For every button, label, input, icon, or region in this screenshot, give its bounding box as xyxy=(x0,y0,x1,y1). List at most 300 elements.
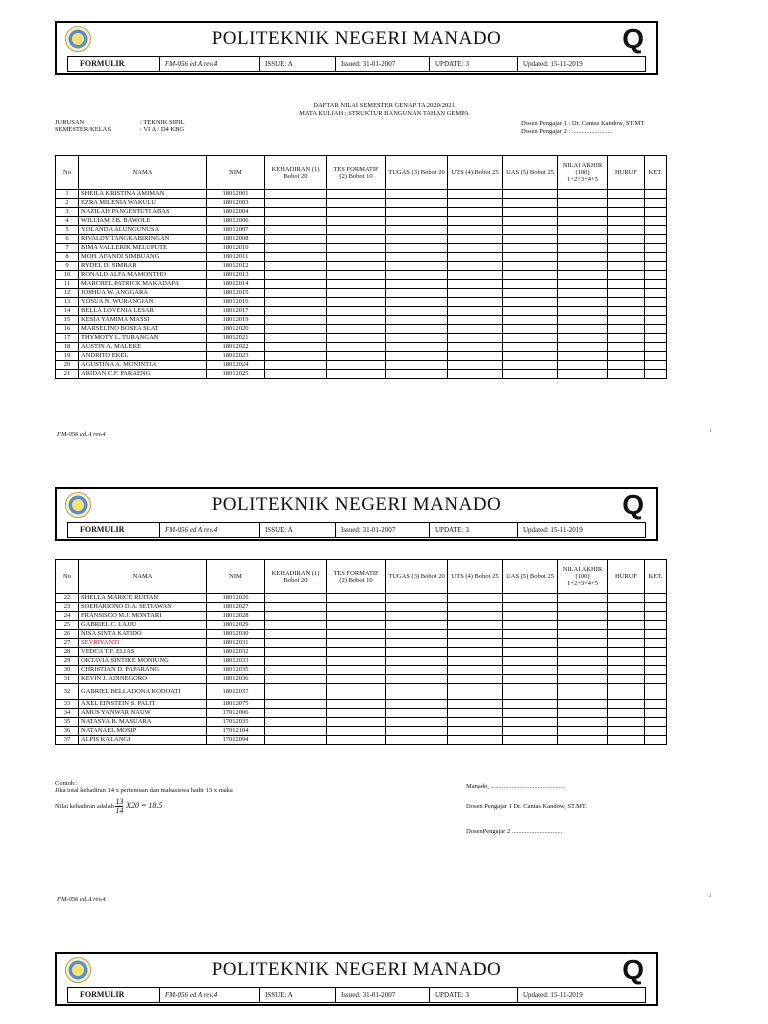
cell-huruf xyxy=(608,190,645,199)
cell-tes-formatif xyxy=(327,280,386,289)
form-info-row xyxy=(67,987,646,1003)
cell-uas xyxy=(503,208,558,217)
cell-nama: ALPIS KALANGI xyxy=(79,736,207,745)
cell-huruf xyxy=(608,370,645,379)
cell-tugas xyxy=(386,271,448,280)
cell-no: 4 xyxy=(56,217,79,226)
cell-uas xyxy=(503,235,558,244)
dosen2-label: Dosen Pengajar 2 : ......................... xyxy=(521,128,613,135)
page1-header xyxy=(55,21,658,75)
cell-nilai-akhir xyxy=(558,325,608,334)
quality-q-icon: Q xyxy=(622,489,644,520)
cell-uts xyxy=(448,727,503,736)
col-uas: UAS (5) Bobot 25 xyxy=(503,156,558,190)
col-uts: UTS (4) Bobot 25 xyxy=(448,156,503,190)
table-row xyxy=(56,343,667,352)
table-row xyxy=(56,280,667,289)
formulir-label: FORMULIR xyxy=(68,523,160,537)
cell-uts xyxy=(448,736,503,745)
cell-nim: 18012003 xyxy=(207,199,265,208)
formula-label: Nilai kehadiran adalah xyxy=(55,802,114,810)
cell-nilai-akhir xyxy=(558,262,608,271)
cell-uas xyxy=(503,718,558,727)
col-tugas: TUGAS (3) Bobot 20 xyxy=(386,560,448,594)
cell-kehadiran xyxy=(265,718,327,727)
cell-tugas xyxy=(386,217,448,226)
cell-uas xyxy=(503,630,558,639)
cell-huruf xyxy=(608,217,645,226)
cell-uts xyxy=(448,235,503,244)
col-ket: KET. xyxy=(645,560,667,594)
cell-ket xyxy=(645,630,667,639)
cell-no: 21 xyxy=(56,370,79,379)
cell-ket xyxy=(645,612,667,621)
cell-huruf xyxy=(608,262,645,271)
col-tugas: TUGAS (3) Bobot 20 xyxy=(386,156,448,190)
cell-tes-formatif xyxy=(327,217,386,226)
cell-nim: 18012026 xyxy=(207,594,265,603)
cell-nilai-akhir xyxy=(558,289,608,298)
col-nilai-akhir: NILAI AKHIR (100) 1+2+3+4+5 xyxy=(558,156,608,190)
cell-no: 28 xyxy=(56,648,79,657)
cell-nilai-akhir xyxy=(558,271,608,280)
cell-tes-formatif xyxy=(327,370,386,379)
cell-tes-formatif xyxy=(327,648,386,657)
cell-nilai-akhir xyxy=(558,621,608,630)
cell-huruf xyxy=(608,253,645,262)
cell-huruf xyxy=(608,727,645,736)
cell-ket xyxy=(645,718,667,727)
cell-no: 34 xyxy=(56,709,79,718)
cell-nama: SOEHARIONO D.A. SETIAWAN xyxy=(79,603,207,612)
cell-ket xyxy=(645,603,667,612)
issue-label: ISSUE: A xyxy=(260,988,336,1002)
cell-nama: THYMOTY L. TURANGAN xyxy=(79,334,207,343)
form-code: FM-056 ed A rev.4 xyxy=(160,988,260,1002)
cell-nim: 18012021 xyxy=(207,334,265,343)
cell-uts xyxy=(448,334,503,343)
cell-ket xyxy=(645,621,667,630)
cell-huruf xyxy=(608,289,645,298)
cell-nim: 18012015 xyxy=(207,289,265,298)
cell-kehadiran xyxy=(265,316,327,325)
quality-q-icon: Q xyxy=(622,954,644,985)
cell-no: 35 xyxy=(56,718,79,727)
cell-ket xyxy=(645,684,667,700)
cell-nim: 18012027 xyxy=(207,603,265,612)
cell-nim: 18012075 xyxy=(207,700,265,709)
cell-kehadiran xyxy=(265,352,327,361)
cell-tes-formatif xyxy=(327,352,386,361)
cell-kehadiran xyxy=(265,208,327,217)
cell-nim: 17012006 xyxy=(207,709,265,718)
cell-kehadiran xyxy=(265,307,327,316)
cell-nama: BELLA LOVENIA LESAR xyxy=(79,307,207,316)
dosen1-label: Dosen Pengajar 1 : Dr. Cantas Kandow, ST.MT xyxy=(521,120,645,127)
formula-fraction xyxy=(115,798,123,815)
page2-header xyxy=(55,487,658,541)
cell-nilai-akhir xyxy=(558,700,608,709)
table-row xyxy=(56,612,667,621)
cell-ket xyxy=(645,199,667,208)
cell-nama: RIVALDY TANGKABIRINGAN xyxy=(79,235,207,244)
table-row xyxy=(56,289,667,298)
cell-tes-formatif xyxy=(327,316,386,325)
cell-ket xyxy=(645,316,667,325)
cell-uts xyxy=(448,217,503,226)
cell-nilai-akhir xyxy=(558,343,608,352)
cell-kehadiran xyxy=(265,727,327,736)
cell-no: 36 xyxy=(56,727,79,736)
cell-tugas xyxy=(386,621,448,630)
cell-nama: GABRIEL BELLADONA KODOATI xyxy=(79,684,207,700)
table-row xyxy=(56,226,667,235)
cell-no: 27 xyxy=(56,639,79,648)
cell-no: 10 xyxy=(56,271,79,280)
cell-uas xyxy=(503,709,558,718)
cell-kehadiran xyxy=(265,244,327,253)
cell-tugas xyxy=(386,298,448,307)
cell-kehadiran xyxy=(265,226,327,235)
cell-tes-formatif xyxy=(327,325,386,334)
table-row xyxy=(56,271,667,280)
table-row xyxy=(56,244,667,253)
cell-no: 18 xyxy=(56,343,79,352)
cell-nim: 18012024 xyxy=(207,361,265,370)
cell-uts xyxy=(448,325,503,334)
cell-no: 33 xyxy=(56,700,79,709)
page-number: 1 xyxy=(709,429,712,434)
cell-uas xyxy=(503,675,558,684)
cell-tugas xyxy=(386,666,448,675)
cell-kehadiran xyxy=(265,280,327,289)
col-tes-formatif: TES FORMATIF (2) Bobot 10 xyxy=(327,156,386,190)
table-body-page1 xyxy=(56,190,667,379)
cell-ket xyxy=(645,639,667,648)
table-row xyxy=(56,352,667,361)
cell-tes-formatif xyxy=(327,639,386,648)
cell-nilai-akhir xyxy=(558,226,608,235)
cell-nim: 18012025 xyxy=(207,370,265,379)
institution-title: POLITEKNIK NEGERI MANADO xyxy=(211,494,502,515)
table-row xyxy=(56,325,667,334)
cell-kehadiran xyxy=(265,612,327,621)
cell-tes-formatif xyxy=(327,657,386,666)
cell-nim: 18012013 xyxy=(207,271,265,280)
cell-huruf xyxy=(608,226,645,235)
cell-kehadiran xyxy=(265,630,327,639)
cell-kehadiran xyxy=(265,334,327,343)
form-info-row xyxy=(67,522,646,538)
cell-uts xyxy=(448,316,503,325)
cell-uas xyxy=(503,226,558,235)
table-header-row xyxy=(56,156,667,190)
cell-nama: YOLANDA ALUNGUNUSA xyxy=(79,226,207,235)
table-row xyxy=(56,603,667,612)
cell-uas xyxy=(503,262,558,271)
cell-tugas xyxy=(386,736,448,745)
cell-no: 25 xyxy=(56,621,79,630)
cell-kehadiran xyxy=(265,253,327,262)
cell-nama: NAZILAH PANGESTUTI ABAS xyxy=(79,208,207,217)
table-row xyxy=(56,718,667,727)
cell-huruf xyxy=(608,199,645,208)
cell-tes-formatif xyxy=(327,208,386,217)
cell-ket xyxy=(645,226,667,235)
cell-tugas xyxy=(386,289,448,298)
cell-no: 23 xyxy=(56,603,79,612)
cell-no: 12 xyxy=(56,289,79,298)
cell-kehadiran xyxy=(265,235,327,244)
cell-ket xyxy=(645,370,667,379)
cell-tugas xyxy=(386,603,448,612)
cell-no: 15 xyxy=(56,316,79,325)
cell-ket xyxy=(645,244,667,253)
col-no: No xyxy=(56,156,79,190)
cell-tes-formatif xyxy=(327,675,386,684)
jurusan-value: : TEKNIK SIPIL xyxy=(140,119,185,126)
cell-nilai-akhir xyxy=(558,630,608,639)
footer-form-code: FM-056 ed.A rev.4 xyxy=(57,431,106,438)
cell-uts xyxy=(448,648,503,657)
cell-nama: AUSTIN A. MALEKE xyxy=(79,343,207,352)
cell-nama: NATANAEL MOSIP xyxy=(79,727,207,736)
cell-tugas xyxy=(386,612,448,621)
cell-huruf xyxy=(608,709,645,718)
cell-uts xyxy=(448,594,503,603)
cell-no: 11 xyxy=(56,280,79,289)
institution-title: POLITEKNIK NEGERI MANADO xyxy=(211,28,502,49)
table-row xyxy=(56,639,667,648)
cell-tes-formatif xyxy=(327,307,386,316)
table-row xyxy=(56,736,667,745)
cell-ket xyxy=(645,343,667,352)
cell-uts xyxy=(448,639,503,648)
cell-uts xyxy=(448,226,503,235)
cell-kehadiran xyxy=(265,736,327,745)
cell-nama: GABRIEL C. LAJJU xyxy=(79,621,207,630)
cell-nilai-akhir xyxy=(558,199,608,208)
cell-nama: AGUSTINA A. MONINTJA xyxy=(79,361,207,370)
cell-no: 6 xyxy=(56,235,79,244)
issued-date: Issued: 31-01-2007 xyxy=(336,523,430,537)
col-uas: UAS (5) Bobot 25 xyxy=(503,560,558,594)
cell-tes-formatif xyxy=(327,289,386,298)
col-tes-formatif: TES FORMATIF (2) Bobot 10 xyxy=(327,560,386,594)
issued-date: Issued: 31-01-2007 xyxy=(336,988,430,1002)
table-row xyxy=(56,370,667,379)
cell-ket xyxy=(645,727,667,736)
cell-kehadiran xyxy=(265,217,327,226)
col-huruf: HURUF xyxy=(608,156,645,190)
update-label: UPDATE: 3 xyxy=(430,523,518,537)
cell-kehadiran xyxy=(265,675,327,684)
formula-line xyxy=(55,798,162,815)
cell-tes-formatif xyxy=(327,700,386,709)
cell-nim: 18012016 xyxy=(207,298,265,307)
table-row xyxy=(56,253,667,262)
cell-no: 31 xyxy=(56,675,79,684)
cell-no: 26 xyxy=(56,630,79,639)
cell-nama: WILLIAM J.B. BAWOLE xyxy=(79,217,207,226)
cell-nilai-akhir xyxy=(558,639,608,648)
cell-uts xyxy=(448,244,503,253)
cell-ket xyxy=(645,648,667,657)
col-nim: NIM xyxy=(207,156,265,190)
cell-kehadiran xyxy=(265,684,327,700)
cell-uts xyxy=(448,199,503,208)
cell-nama: MARCHEL PATRICK MAKADAPA xyxy=(79,280,207,289)
cell-nilai-akhir xyxy=(558,307,608,316)
cell-huruf xyxy=(608,325,645,334)
col-no: No xyxy=(56,560,79,594)
cell-no: 32 xyxy=(56,684,79,700)
cell-nim: 18012022 xyxy=(207,343,265,352)
cell-tes-formatif xyxy=(327,253,386,262)
col-nama: NAMA xyxy=(79,156,207,190)
cell-uas xyxy=(503,612,558,621)
cell-tugas xyxy=(386,190,448,199)
cell-uts xyxy=(448,352,503,361)
cell-tugas xyxy=(386,370,448,379)
table-row xyxy=(56,666,667,675)
cell-tugas xyxy=(386,262,448,271)
institution-title: POLITEKNIK NEGERI MANADO xyxy=(211,959,502,980)
cell-tugas xyxy=(386,280,448,289)
cell-kehadiran xyxy=(265,639,327,648)
cell-no: 9 xyxy=(56,262,79,271)
cell-kehadiran xyxy=(265,343,327,352)
cell-tugas xyxy=(386,244,448,253)
cell-nilai-akhir xyxy=(558,675,608,684)
cell-uas xyxy=(503,298,558,307)
col-nim: NIM xyxy=(207,560,265,594)
cell-uas xyxy=(503,666,558,675)
cell-ket xyxy=(645,657,667,666)
col-huruf: HURUF xyxy=(608,560,645,594)
cell-nim: 18012006 xyxy=(207,217,265,226)
form-code: FM-056 ed A rev.4 xyxy=(160,523,260,537)
cell-no: 2 xyxy=(56,199,79,208)
cell-tugas xyxy=(386,709,448,718)
form-code: FM-056 ed A rev.4 xyxy=(160,57,260,71)
cell-uts xyxy=(448,709,503,718)
cell-uas xyxy=(503,361,558,370)
formulir-label: FORMULIR xyxy=(68,57,160,71)
cell-nim: 18012017 xyxy=(207,307,265,316)
cell-ket xyxy=(645,298,667,307)
cell-uts xyxy=(448,630,503,639)
cell-huruf xyxy=(608,235,645,244)
cell-tugas xyxy=(386,727,448,736)
cell-uts xyxy=(448,298,503,307)
cell-nim: 18012037 xyxy=(207,684,265,700)
table-row xyxy=(56,316,667,325)
cell-uts xyxy=(448,190,503,199)
cell-uas xyxy=(503,370,558,379)
cell-huruf xyxy=(608,639,645,648)
cell-nilai-akhir xyxy=(558,190,608,199)
cell-tugas xyxy=(386,343,448,352)
updated-date: Updated: 15-11-2019 xyxy=(523,60,583,68)
cell-huruf xyxy=(608,666,645,675)
cell-tugas xyxy=(386,361,448,370)
cell-nama: YOSUA N. WURANGIAN xyxy=(79,298,207,307)
cell-tugas xyxy=(386,639,448,648)
cell-nama: ARIDAN C.F. PARAENG xyxy=(79,370,207,379)
cell-nama: AMUS YANWAR NAUW xyxy=(79,709,207,718)
cell-huruf xyxy=(608,648,645,657)
cell-uts xyxy=(448,361,503,370)
cell-nim: 18012035 xyxy=(207,666,265,675)
cell-kehadiran xyxy=(265,199,327,208)
cell-kehadiran xyxy=(265,621,327,630)
cell-tugas xyxy=(386,208,448,217)
cell-tes-formatif xyxy=(327,235,386,244)
cell-ket xyxy=(645,271,667,280)
cell-ket xyxy=(645,736,667,745)
cell-tes-formatif xyxy=(327,630,386,639)
table-row xyxy=(56,199,667,208)
doc-title: DAFTAR NILAI SEMESTER GENAP TA 2020/2021 xyxy=(313,102,455,109)
cell-tes-formatif xyxy=(327,603,386,612)
cell-nilai-akhir xyxy=(558,718,608,727)
cell-uas xyxy=(503,603,558,612)
cell-nama: EZRA MILENIA WAKULU xyxy=(79,199,207,208)
cell-huruf xyxy=(608,657,645,666)
cell-tes-formatif xyxy=(327,244,386,253)
course-title: MATA KULIAH : STRUKTUR BANGUNAN TAHAN GEMPA xyxy=(299,110,469,117)
cell-uas xyxy=(503,217,558,226)
cell-nama: SEVRIYANTI xyxy=(79,639,207,648)
cell-tes-formatif xyxy=(327,271,386,280)
cell-nama: NISA SINTA KATIDO xyxy=(79,630,207,639)
cell-huruf xyxy=(608,244,645,253)
cell-nama: SHEILA KRISTINA AMIMAN xyxy=(79,190,207,199)
cell-uas xyxy=(503,307,558,316)
cell-kehadiran xyxy=(265,603,327,612)
cell-kehadiran xyxy=(265,648,327,657)
cell-uts xyxy=(448,700,503,709)
cell-uts xyxy=(448,666,503,675)
cell-nim: 18012033 xyxy=(207,657,265,666)
cell-uas xyxy=(503,199,558,208)
cell-no: 7 xyxy=(56,244,79,253)
cell-nim: 18012011 xyxy=(207,253,265,262)
cell-uts xyxy=(448,280,503,289)
cell-tes-formatif xyxy=(327,684,386,700)
cell-tes-formatif xyxy=(327,666,386,675)
update-label: UPDATE: 3 xyxy=(430,57,518,71)
cell-nama: VEDCA T.F. ELIAS xyxy=(79,648,207,657)
page3-header xyxy=(55,952,658,1006)
cell-tes-formatif xyxy=(327,334,386,343)
cell-tugas xyxy=(386,684,448,700)
table-row xyxy=(56,648,667,657)
cell-tugas xyxy=(386,675,448,684)
fraction-numerator: 13 xyxy=(115,797,124,806)
cell-uas xyxy=(503,190,558,199)
cell-uts xyxy=(448,370,503,379)
cell-nilai-akhir xyxy=(558,352,608,361)
cell-uts xyxy=(448,262,503,271)
cell-huruf xyxy=(608,271,645,280)
cell-no: 20 xyxy=(56,361,79,370)
cell-nim: 18012007 xyxy=(207,226,265,235)
cell-tugas xyxy=(386,199,448,208)
cell-tes-formatif xyxy=(327,361,386,370)
contoh-text: Jika total kehadiran 14 x pertemuan dan mahasiswa hadir 13 x maka xyxy=(55,787,233,794)
